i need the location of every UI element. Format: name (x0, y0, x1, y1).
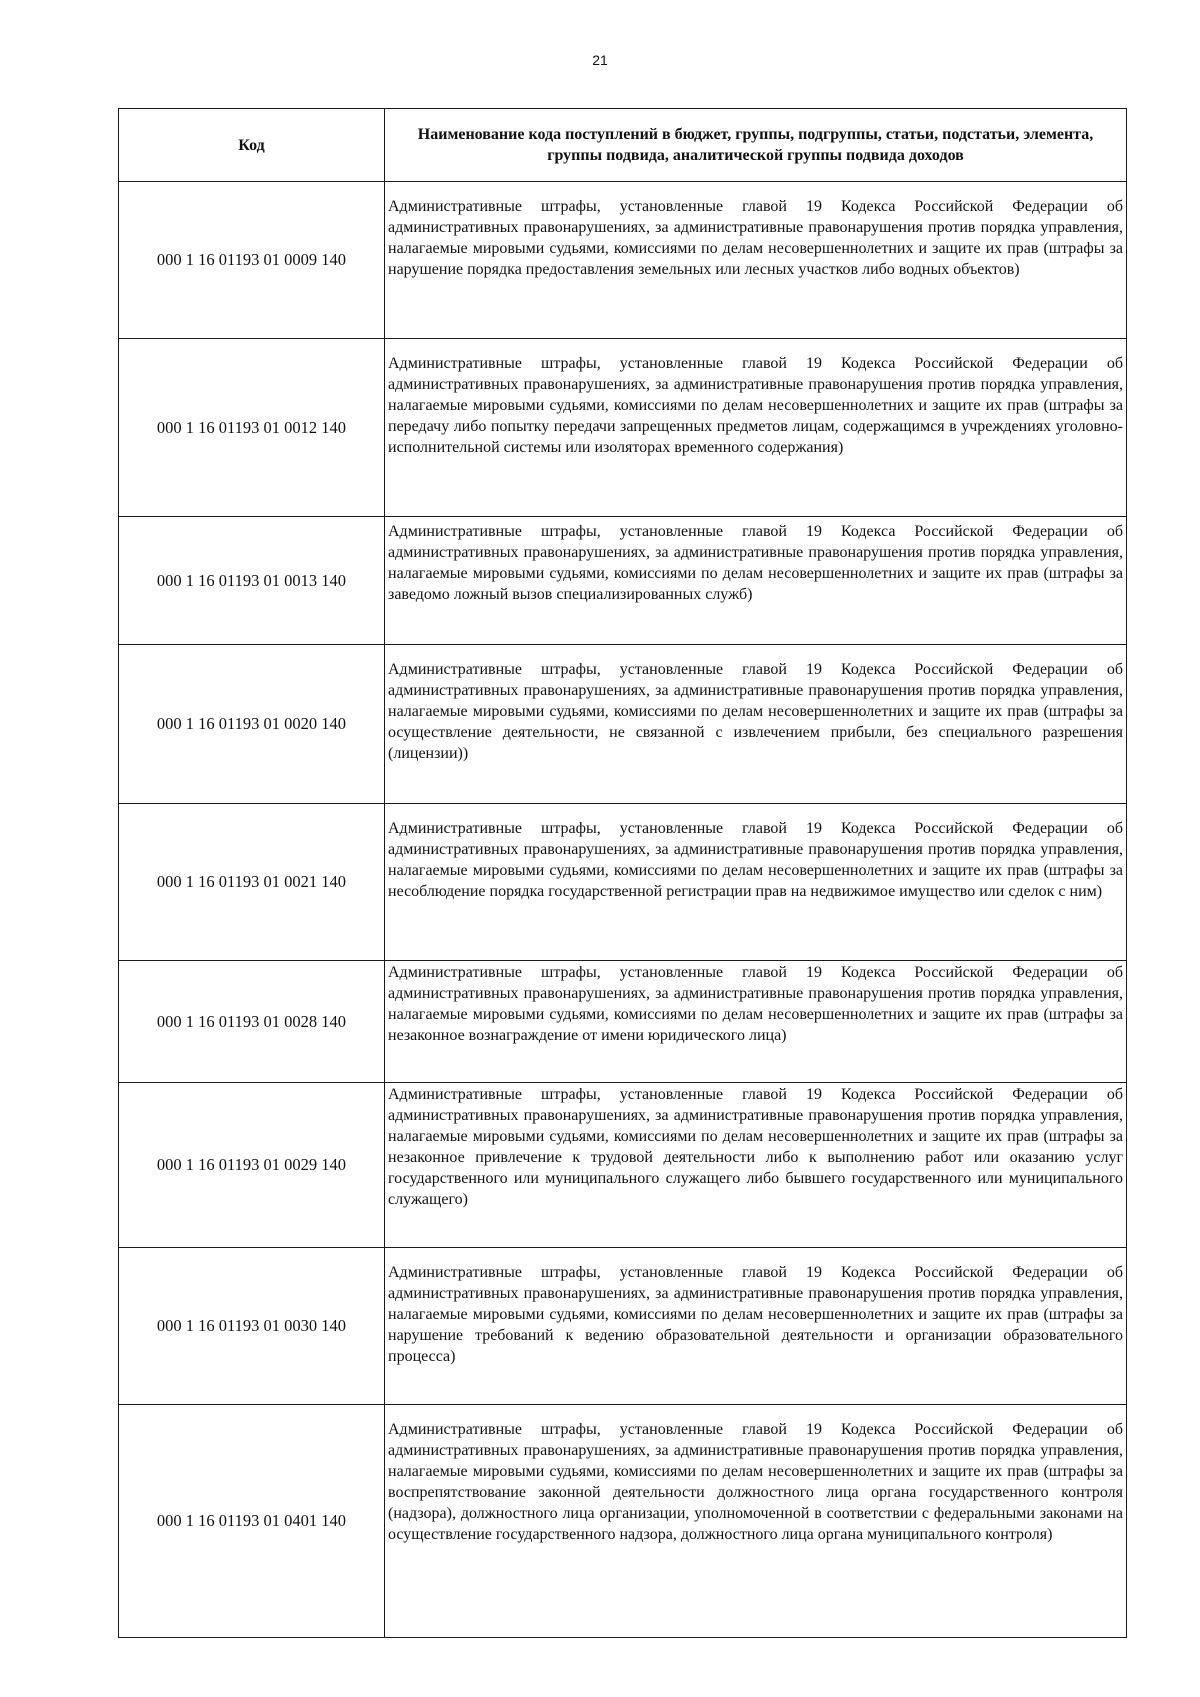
table-row (119, 961, 1127, 1083)
page-number: 21 (592, 52, 608, 68)
table-row (119, 804, 1127, 961)
row-code: 000 1 16 01193 01 0009 140 (119, 182, 385, 339)
row-code: 000 1 16 01193 01 0028 140 (119, 961, 385, 1083)
table-row (119, 339, 1127, 517)
table-header-row (119, 109, 1127, 182)
revenue-code-table (118, 108, 1127, 1638)
row-description: Административные штрафы, установленные главой 19 Кодекса Российской Федерации об административных правонарушениях, за административные правонарушения против порядка управления, налагаемые мировыми судьями, комиссиями по делам несовершеннолетних и защите их прав (штрафы за нарушение порядка предоставления земельных или лесных участков либо водных объектов) (385, 182, 1127, 339)
row-code: 000 1 16 01193 01 0013 140 (119, 517, 385, 645)
row-code: 000 1 16 01193 01 0030 140 (119, 1248, 385, 1405)
row-description: Административные штрафы, установленные главой 19 Кодекса Российской Федерации об административных правонарушениях, за административные правонарушения против порядка управления, налагаемые мировыми судьями, комиссиями по делам несовершеннолетних и защите их прав (штрафы за воспрепятствование законной деятельности должностного лица органа государственного контроля (надзора), должностного лица организации, уполномоченной в соответствии с федеральными законами на осуществление государственного надзора, должностного лица органа муниципального контроля) (385, 1405, 1127, 1638)
table-row (119, 1083, 1127, 1248)
row-code: 000 1 16 01193 01 0021 140 (119, 804, 385, 961)
header-name: Наименование кода поступлений в бюджет, группы, подгруппы, статьи, подстатьи, элемента, группы подвида, аналитической группы подвида доходов (385, 109, 1127, 182)
row-description: Административные штрафы, установленные главой 19 Кодекса Российской Федерации об административных правонарушениях, за административные правонарушения против порядка управления, налагаемые мировыми судьями, комиссиями по делам несовершеннолетних и защите их прав (штрафы за незаконное вознаграждение от имени юридического лица) (385, 961, 1127, 1083)
row-code: 000 1 16 01193 01 0401 140 (119, 1405, 385, 1638)
table-row (119, 645, 1127, 804)
row-code: 000 1 16 01193 01 0029 140 (119, 1083, 385, 1248)
header-code: Код (119, 109, 385, 182)
row-description: Административные штрафы, установленные главой 19 Кодекса Российской Федерации об административных правонарушениях, за административные правонарушения против порядка управления, налагаемые мировыми судьями, комиссиями по делам несовершеннолетних и защите их прав (штрафы за нарушение требований к ведению образовательной деятельности и организации образовательного процесса) (385, 1248, 1127, 1405)
table-row (119, 517, 1127, 645)
row-description: Административные штрафы, установленные главой 19 Кодекса Российской Федерации об административных правонарушениях, за административные правонарушения против порядка управления, налагаемые мировыми судьями, комиссиями по делам несовершеннолетних и защите их прав (штрафы за осуществление деятельности, не связанной с извлечением прибыли, без специального разрешения (лицензии)) (385, 645, 1127, 804)
row-description: Административные штрафы, установленные главой 19 Кодекса Российской Федерации об административных правонарушениях, за административные правонарушения против порядка управления, налагаемые мировыми судьями, комиссиями по делам несовершеннолетних и защите их прав (штрафы за заведомо ложный вызов специализированных служб) (385, 517, 1127, 645)
row-description: Административные штрафы, установленные главой 19 Кодекса Российской Федерации об административных правонарушениях, за административные правонарушения против порядка управления, налагаемые мировыми судьями, комиссиями по делам несовершеннолетних и защите их прав (штрафы за незаконное привлечение к трудовой деятельности либо к выполнению работ или оказанию услуг государственного или муниципального служащего либо бывшего государственного или муниципального служащего) (385, 1083, 1127, 1248)
table-row (119, 1405, 1127, 1638)
row-code: 000 1 16 01193 01 0012 140 (119, 339, 385, 517)
row-code: 000 1 16 01193 01 0020 140 (119, 645, 385, 804)
row-description: Административные штрафы, установленные главой 19 Кодекса Российской Федерации об административных правонарушениях, за административные правонарушения против порядка управления, налагаемые мировыми судьями, комиссиями по делам несовершеннолетних и защите их прав (штрафы за несоблюдение порядка государственной регистрации прав на недвижимое имущество или сделок с ним) (385, 804, 1127, 961)
table-row (119, 1248, 1127, 1405)
row-description: Административные штрафы, установленные главой 19 Кодекса Российской Федерации об административных правонарушениях, за административные правонарушения против порядка управления, налагаемые мировыми судьями, комиссиями по делам несовершеннолетних и защите их прав (штрафы за передачу либо попытку передачи запрещенных предметов лицам, содержащимся в учреждениях уголовно-исполнительной системы или изоляторах временного содержания) (385, 339, 1127, 517)
table-row (119, 182, 1127, 339)
